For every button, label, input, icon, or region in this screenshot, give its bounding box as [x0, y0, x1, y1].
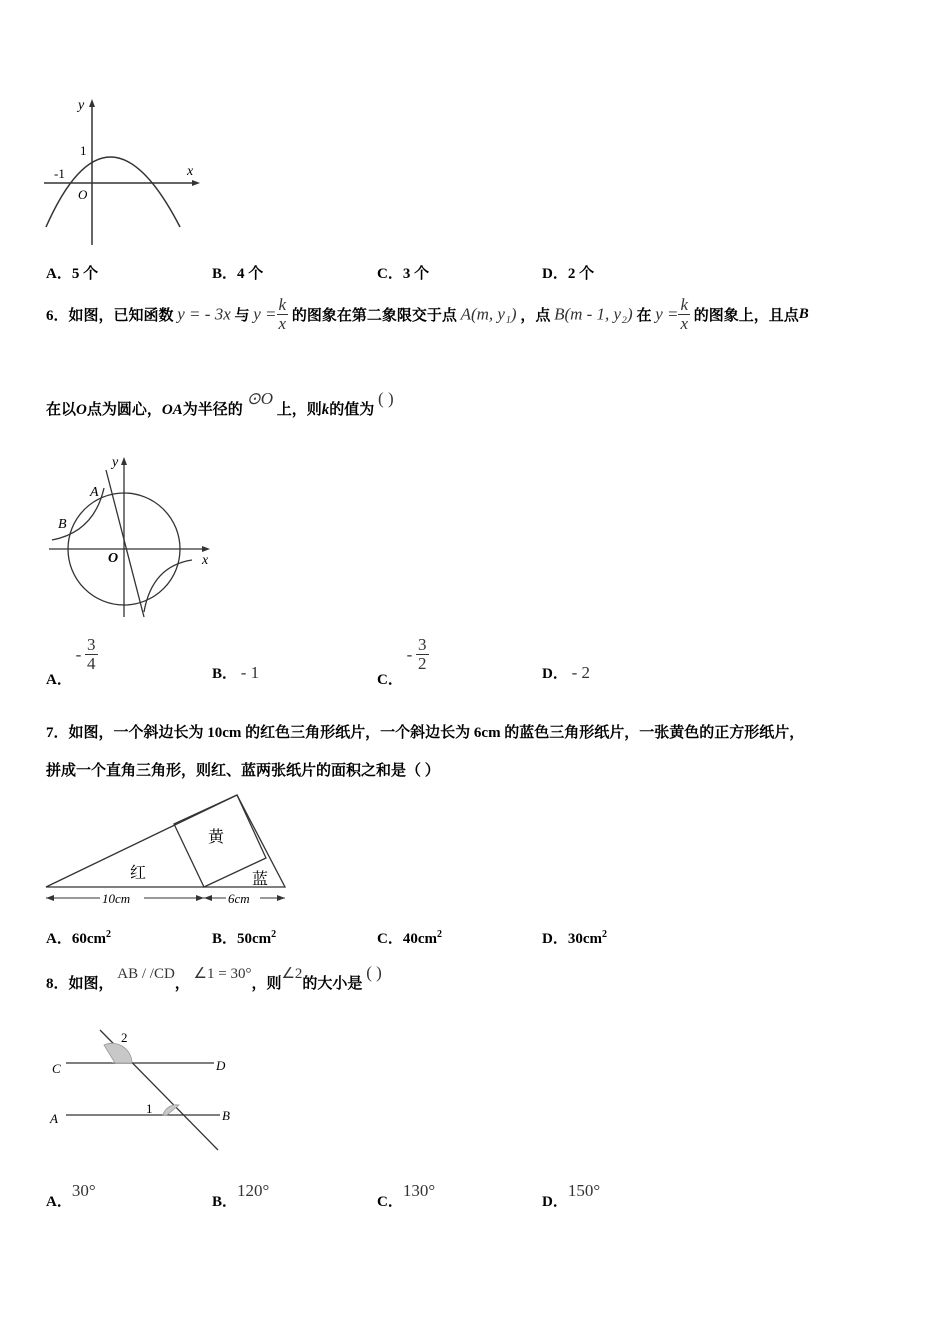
label-angle-2: 2 [121, 1030, 128, 1045]
q6-option-a[interactable]: A． - $\frac{3}{4}$ [46, 635, 96, 688]
triangle-square-figure [42, 790, 292, 912]
q7-option-c[interactable]: C．$40cm^2$ [377, 929, 442, 947]
question-7-line-2: 拼成一个直角三角形，则红、蓝两张纸片的面积之和是（ ） [46, 763, 440, 779]
circle-o-symbol: ⊙O [246, 389, 274, 408]
q5-option-b[interactable]: B．4 个 [212, 266, 264, 282]
question-6-line-2: 在以O点为圆心，OA为半径的 ⊙O 上，则k的值为 ( ) [46, 389, 394, 418]
blue-label: 蓝 [252, 871, 269, 888]
q6-option-b[interactable]: B． - 1 [212, 663, 260, 682]
parallel-statement: AB / /CD [117, 966, 175, 982]
question-7-line-1: 7．如图，一个斜边长为 10cm 的红色三角形纸片，一个斜边长为 6cm 的蓝色三角形纸片，一张黄色的正方形纸片， [46, 725, 805, 741]
angle-1-statement: ∠1 = 30° [193, 966, 252, 982]
q6-point-b: B(m - 1, y₂) [554, 304, 633, 324]
question-8: 8．如图， AB / /CD， ∠1 = 30°，则∠2的大小是 ( ) [46, 963, 382, 992]
q6-intro: 6．如图，已知函数 [46, 308, 174, 324]
q6-point-a: A(m, y₁) [460, 304, 517, 324]
fraction-3-2: $\frac{3}{2}$ [418, 635, 427, 673]
point-b-label: B [58, 517, 67, 532]
q6-fraction-k-over-x: $\frac{k}{x}$ [278, 295, 287, 333]
tick-1: 1 [80, 143, 87, 158]
q6-function-1: y = - 3x [177, 304, 231, 324]
question-6-line-1: 6．如图，已知函数 y = - 3x 与 y = $\frac{k}{x}$ 的图象在第二象限交于点 A(m, y₁) ，点 B(m - 1, y₂) 在 y = $\frac{k}{x}$ 的图象上，且点B [46, 295, 809, 333]
length-10cm: 10cm [102, 891, 131, 906]
q8-option-d[interactable]: D．150° [542, 1181, 601, 1210]
label-angle-1: 1 [146, 1101, 153, 1116]
q8-option-c[interactable]: C．130° [377, 1181, 436, 1210]
q7-option-d[interactable]: D．$30cm^2$ [542, 929, 607, 947]
x-axis-label: x [187, 164, 194, 179]
q7-option-a[interactable]: A．$60cm^2$ [46, 929, 111, 947]
label-b: B [222, 1108, 230, 1123]
y-axis-label: y [78, 98, 85, 113]
parabola-figure [40, 95, 210, 250]
origin-label: O [108, 551, 119, 566]
angle-2-symbol: ∠2 [281, 966, 303, 982]
tick-neg-1: -1 [54, 166, 65, 181]
q5-option-d[interactable]: D．2 个 [542, 266, 595, 282]
origin-label: O [78, 187, 88, 202]
q5-option-a[interactable]: A．5 个 [46, 266, 99, 282]
label-d: D [216, 1058, 226, 1073]
q8-option-a[interactable]: A．30° [46, 1181, 96, 1210]
y-axis-label: y [112, 455, 119, 470]
circle-hyperbola-figure [44, 452, 224, 627]
q6-option-d[interactable]: D． - 2 [542, 663, 591, 682]
q5-option-c[interactable]: C．3 个 [377, 266, 430, 282]
fraction-3-4: $\frac{3}{4}$ [87, 635, 96, 673]
point-a-label: A [90, 485, 99, 500]
q6-fraction-k-over-x-2: $\frac{k}{x}$ [680, 295, 689, 333]
red-label: 红 [130, 865, 147, 882]
answer-blank: ( ) [378, 389, 394, 408]
label-c: C [52, 1061, 61, 1076]
length-6cm: 6cm [228, 891, 250, 906]
answer-blank: ( ) [366, 963, 382, 982]
parallel-lines-figure [44, 1025, 244, 1155]
q6-option-c[interactable]: C． - $\frac{3}{2}$ [377, 635, 427, 688]
label-a: A [50, 1111, 58, 1126]
q7-option-b[interactable]: B．$50cm^2$ [212, 929, 277, 947]
x-axis-label: x [202, 553, 209, 568]
q8-option-b[interactable]: B．120° [212, 1181, 270, 1210]
yellow-label: 黄 [208, 829, 225, 846]
